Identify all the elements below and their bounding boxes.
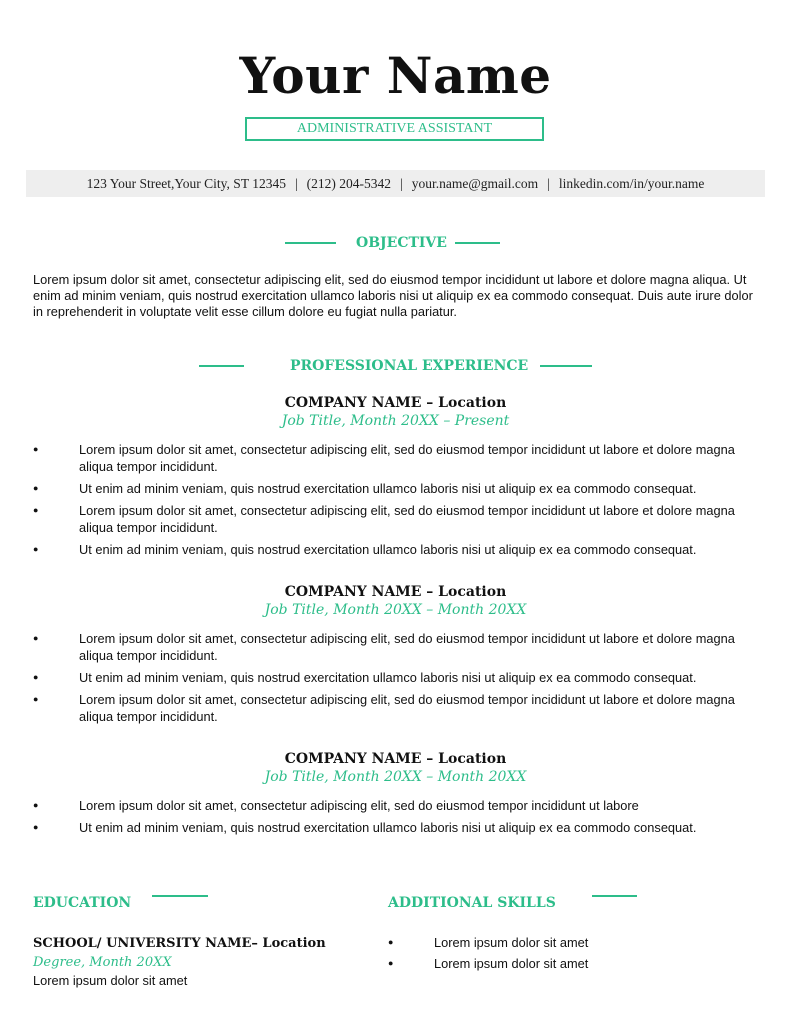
experience-rule-left [199,365,244,367]
list-item: ● Lorem ipsum dolor sit amet, consectetur adipiscing elit, sed do eiusmod tempor incididunt ut labore et dolore magna aliqua tempor incididunt. [57,502,757,536]
education-degree: Degree, Month 20XX [33,955,172,970]
objective-heading: OBJECTIVE [356,235,447,251]
job-bullets [57,441,757,563]
list-item: ● Ut enim ad minim veniam, quis nostrud exercitation ullamco laboris nisi ut aliquip ex ea commodo consequat. [57,480,757,497]
contact-separator: | [547,176,550,191]
education-heading: EDUCATION [33,895,132,911]
skills-heading: ADDITIONAL SKILLS [388,895,556,911]
list-item: ● Lorem ipsum dolor sit amet, consectetur adipiscing elit, sed do eiusmod tempor incididunt ut labore et dolore magna aliqua tempor incididunt. [57,630,757,664]
education-rule [152,895,208,897]
list-item: ● Lorem ipsum dolor sit amet, consectetur adipiscing elit, sed do eiusmod tempor incididunt ut labore et dolore magna aliqua tempor incididunt. [57,691,757,725]
experience-rule-right [540,365,592,367]
education-school: SCHOOL/ UNIVERSITY NAME– Location [33,936,326,951]
list-item: ● Lorem ipsum dolor sit amet, consectetur adipiscing elit, sed do eiusmod tempor incididunt ut labore [57,797,757,814]
education-text: Lorem ipsum dolor sit amet [33,973,188,988]
list-item: ● Ut enim ad minim veniam, quis nostrud exercitation ullamco laboris nisi ut aliquip ex ea commodo consequat. [57,541,757,558]
objective-text: Lorem ipsum dolor sit amet, consectetur adipiscing elit, sed do eiusmod tempor incididunt ut labore et dolore magna aliqua. Ut enim ad minim veniam, quis nostrud exercitation ullamco laboris nisi ut aliquip ex ea commodo consequat. Duis aute irure dolor in reprehenderit in voluptate velit esse cillum dolore eu fugiat nulla pariatur. [33,272,753,319]
job-company: COMPANY NAME – Location [284,751,507,767]
skills-rule [592,895,637,897]
objective-rule-left [285,242,336,244]
job-title: Job Title, Month 20XX – Month 20XX [264,602,527,618]
job-title: Job Title, Month 20XX – Present [281,413,510,429]
contact-separator: | [294,176,298,191]
list-item: ● Ut enim ad minim veniam, quis nostrud exercitation ullamco laboris nisi ut aliquip ex ea commodo consequat. [57,819,757,836]
contact-address: 123 Your Street,Your City, ST 12345 [86,176,286,191]
job-title-box: ADMINISTRATIVE ASSISTANT [245,117,544,141]
resume-name: Your Name [239,46,552,105]
contact-linkedin: linkedin.com/in/your.name [558,176,705,191]
contact-bar [26,170,765,197]
list-item: ● Lorem ipsum dolor sit amet [412,955,752,972]
job-company: COMPANY NAME – Location [284,395,507,411]
contact-phone: (212) 204-5342 [306,176,392,191]
list-item: ● Ut enim ad minim veniam, quis nostrud exercitation ullamco laboris nisi ut aliquip ex ea commodo consequat. [57,669,757,686]
job-bullets [57,797,757,841]
skills-list [412,934,752,977]
job-bullets [57,630,757,730]
job-title: Job Title, Month 20XX – Month 20XX [264,769,527,785]
contact-email: your.name@gmail.com [411,176,539,191]
list-item: ● Lorem ipsum dolor sit amet [412,934,752,951]
job-company: COMPANY NAME – Location [284,584,507,600]
contact-separator: | [400,176,403,191]
experience-heading: PROFESSIONAL EXPERIENCE [290,358,529,374]
list-item: ● Lorem ipsum dolor sit amet, consectetur adipiscing elit, sed do eiusmod tempor incididunt ut labore et dolore magna aliqua tempor incididunt. [57,441,757,475]
objective-rule-right [455,242,500,244]
